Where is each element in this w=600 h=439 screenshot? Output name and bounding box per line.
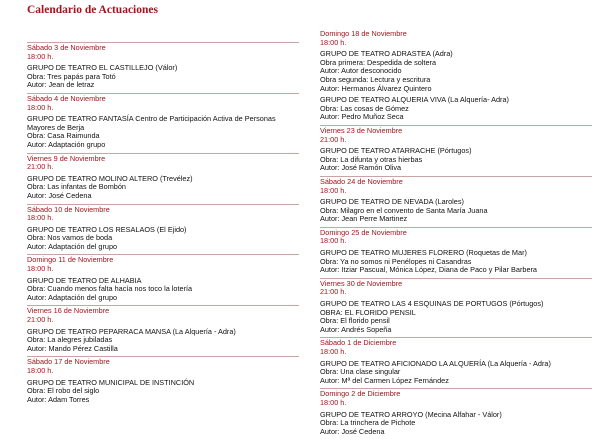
performance-entry [320,176,592,227]
performance-time: 21:00 h. [320,287,347,297]
performance-detail: Obra: Nos vamos de boda [27,233,113,243]
performance-detail: Autor: Adaptación del grupo [27,241,118,251]
performance-date: Sábado 24 de Noviembre [320,176,403,186]
performance-entry [27,42,299,93]
performance-time: 18:00 h. [27,102,54,112]
company-name: GRUPO DE TEATRO EL CASTILLEJO (Válor) [27,63,178,73]
performance-entry [320,30,592,125]
performance-time: 18:00 h. [320,185,347,195]
performance-entry [27,254,299,305]
performance-entry [320,337,592,388]
performance-entry [320,125,592,176]
company-name: GRUPO DE TEATRO DE ALHABIA [27,275,142,285]
performance-time: 18:00 h. [320,37,347,47]
performance-entry [27,93,299,153]
performance-detail: Obra: La trinchera de Pichote [320,418,416,428]
company-name: GRUPO DE TEATRO MOLINO ALTERO (Trevélez) [27,173,193,183]
company-name: GRUPO DE TEATRO LAS 4 ESQUINAS DE PORTUGOS (Pórtugos) [320,299,544,309]
performance-detail: Obra primera: Despedida de soltera [320,57,436,67]
performance-detail: Obra: La difunta y otras hierbas [320,154,423,164]
performance-date: Viernes 23 de Noviembre [320,125,403,135]
performance-date: Domingo 11 de Noviembre [27,255,114,265]
performance-detail: Autor: José Cedena [27,190,92,200]
performance-date: Domingo 25 de Noviembre [320,227,407,237]
performance-date: Sábado 4 de Noviembre [27,93,106,103]
performance-detail: GRUPO DE TEATRO ALQUERIA VIVA (La Alquería- Adra) [320,95,509,105]
company-name: GRUPO DE TEATRO MUNICIPAL DE INSTINCIÓN [27,377,195,387]
performance-date: Sábado 3 de Noviembre [27,43,106,52]
performance-detail: Obra: Milagro en el convento de Santa María Juana [320,205,488,215]
performance-detail: Autor: Autor desconocido [320,66,402,76]
performance-detail: Autor: Mª del Carmen López Fernández [320,375,449,385]
company-name: GRUPO DE TEATRO ATARRACHE (Pórtugos) [320,146,472,156]
performance-detail: Obra: Tres papás para Totó [27,71,116,81]
company-name: GRUPO DE TEATRO MUJERES FLORERO (Roquetas de Mar) [320,248,527,258]
performance-entry [27,204,299,255]
performance-entry [27,356,299,407]
performance-detail: Obra: La alegres jubiladas [27,335,113,345]
performance-detail: Autor: Jean Perre Martinez [320,214,408,224]
performance-detail: Autor: Pedro Muñoz Seca [320,112,404,122]
entry-spacer [27,404,299,407]
performance-time: 21:00 h. [27,315,54,325]
performance-date: Sábado 10 de Noviembre [27,204,110,214]
performance-date: Viernes 16 de Noviembre [27,306,110,316]
performance-detail: Obra: Las infantas de Bombón [27,182,126,192]
performance-detail: Obra: El robo del siglo [27,386,100,396]
performance-detail: Autor: Itziar Pascual, Mónica López, Diana de Paco y Pilar Barbera [320,265,537,275]
performance-detail: Autor: José Ramón Oliva [320,163,402,173]
company-name: GRUPO DE TEATRO ADRASTEA (Adra) [320,49,453,59]
performance-detail: Obra segunda: Lectura y escritura [320,74,431,84]
performance-date: Sábado 17 de Noviembre [27,357,110,367]
performance-time: 18:00 h. [27,51,54,61]
performance-entry [320,227,592,278]
performance-detail: Autor: Hermanos Álvarez Quintero [320,83,432,93]
performance-detail: Obra: Cuando menos falta hacía nos toco la lotería [27,284,193,294]
schedule-column-left [27,42,299,407]
performance-detail: Obra: Casa Raimunda [27,131,100,141]
performance-detail: Autor: José Cedena [320,426,385,436]
performance-entry [27,153,299,204]
performance-entry [27,305,299,356]
performance-date: Domingo 2 de Diciembre [320,389,401,399]
performance-detail: Obra: Ya no somos ni Penélopes ni Casandras [320,256,472,266]
company-name: GRUPO DE TEATRO ARROYO (Mecina Alfahar - Válor) [320,409,502,419]
performance-detail: Obra: Las cosas de Gómez [320,103,409,113]
performance-date: Viernes 30 de Noviembre [320,278,403,288]
performance-time: 18:00 h. [27,213,54,223]
performance-detail: Obra: El florido pensil [320,316,390,326]
performance-time: 18:00 h. [320,347,347,356]
performance-date: Sábado 1 de Diciembre [320,338,397,348]
performance-date: Viernes 9 de Noviembre [27,153,106,163]
performance-date: Domingo 18 de Noviembre [320,29,407,38]
performance-detail: Autor: Jean de letraz [27,80,95,90]
company-name: GRUPO DE TEATRO PEPARRACA MANSA (La Alquería - Adra) [27,326,236,336]
performance-detail: Autor: Mando Pérez Castilla [27,343,118,353]
company-name: GRUPO DE TEATRO AFICIONADO LA ALQUERÍA (La Alquería - Adra) [320,358,551,368]
schedule-column-right [320,30,592,439]
performance-detail: Autor: Adaptación grupo [27,139,106,149]
performance-detail: Autor: Andrés Sopeña [320,324,392,334]
performance-entry [320,388,592,439]
company-name: GRUPO DE TEATRO DE NEVADA (Laroles) [320,197,464,207]
performance-detail: OBRA: EL FLORIDO PENSIL [320,307,416,317]
performance-detail: Autor: Adaptación del grupo [27,292,118,302]
performance-entry [320,278,592,338]
performance-detail: Obra: Una clase singular [320,367,401,377]
page-title: Calendario de Actuaciones [27,4,158,16]
performance-detail: Autor: Adam Torres [27,394,90,404]
company-name: GRUPO DE TEATRO FANTASÍA Centro de Participación Activa de Personas Mayores de Berja [27,114,276,132]
performance-time: 18:00 h. [320,236,347,246]
performance-time: 18:00 h. [27,264,54,274]
performance-time: 18:00 h. [27,366,54,375]
performance-time: 21:00 h. [27,162,54,172]
performance-time: 21:00 h. [320,134,347,144]
performance-time: 18:00 h. [320,397,347,407]
company-name: GRUPO DE TEATRO LOS RESALAOS (El Ejido) [27,224,187,234]
